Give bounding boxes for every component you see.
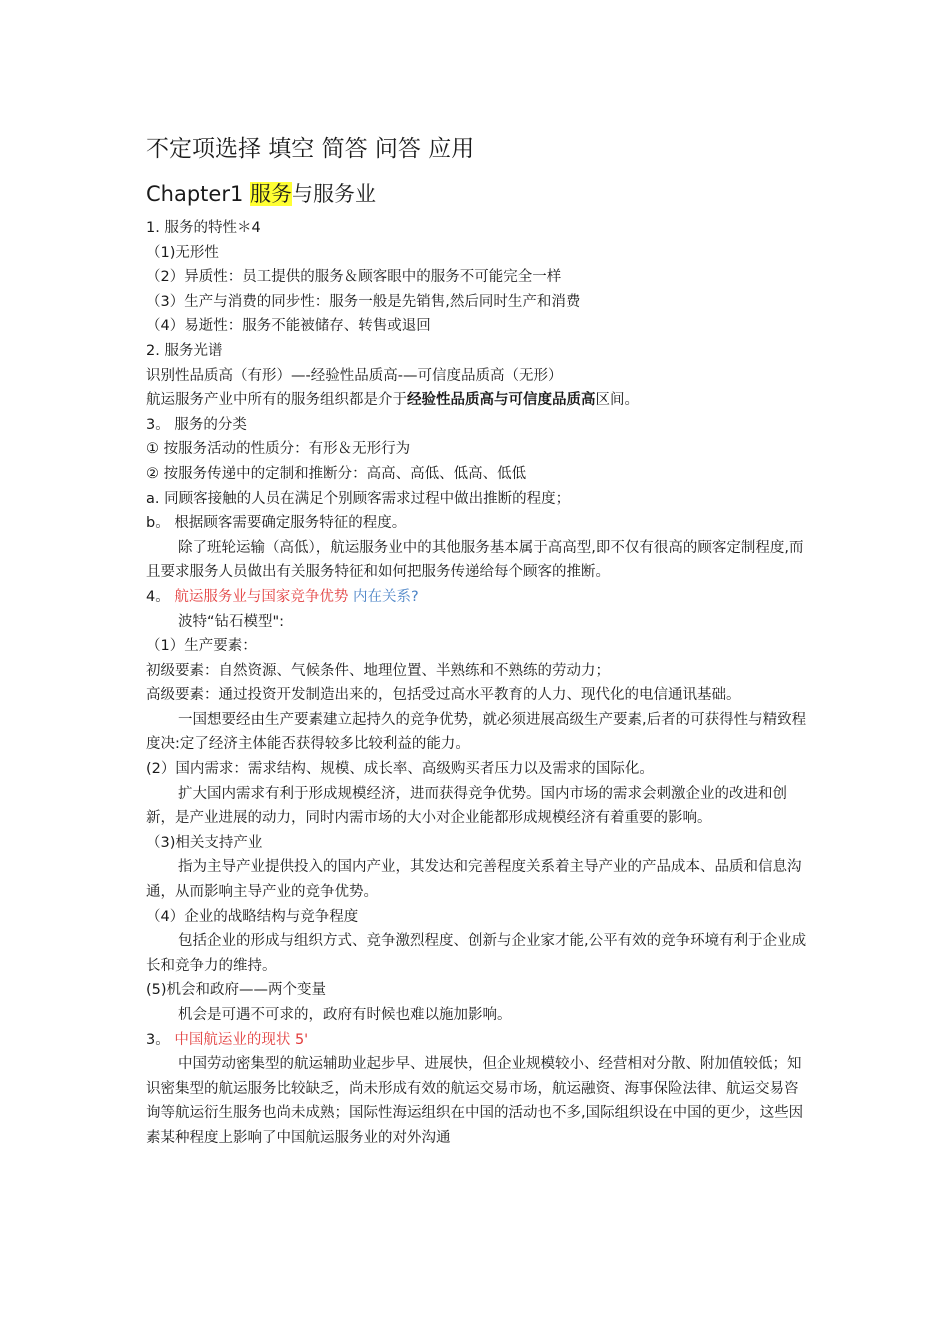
paragraph: 识别性品质高（有形）—-经验性品质高-—可信度品质高（无形） (146, 367, 563, 384)
section-number: 4。 (146, 588, 175, 605)
page-title: 不定项选择 填空 简答 问答 应用 (146, 136, 475, 162)
list-item: （3)相关支持产业 (146, 834, 263, 851)
section-heading-3: 3。 服务的分类 (146, 416, 247, 433)
list-item: ① 按服务活动的性质分：有形＆无形行为 (146, 441, 411, 458)
paragraph: 高级要素：通过投资开发制造出来的，包括受过高水平教育的人力、现代化的电信通讯基础。 (146, 687, 741, 704)
paragraph: 机会是可遇不可求的，政府有时候也难以施加影响。 (178, 1007, 512, 1023)
paragraph: 中国劳动密集型的航运辅助业起步早、进展快，但企业规模较小、经营相对分散、附加值较低；知识密集型的航运服务比较缺乏，尚未形成有效的航运交易市场，航运融资、海事保险法律、航运交易咨询等航运衍生服务也尚未成熟；国际性海运组织在中国的活动也不多,国际组织设在中国的更少，这些因素某种程度上影响了中国航运服务业的对外沟通 (146, 1056, 804, 1146)
section-heading-2: 2. 服务光谱 (146, 342, 223, 359)
section-heading-4 (146, 585, 810, 610)
red-heading-text: 航运服务业与国家竞争优势 (174, 588, 349, 605)
paragraph: 波特“钻石模型": (178, 613, 285, 630)
section-number: 3。 (146, 1031, 175, 1048)
list-item: （4）易逝性：服务不能被储存、转售或退回 (146, 318, 431, 335)
paragraph: 初级要素：自然资源、气候条件、地理位置、半熟练和不熟练的劳动力； (146, 662, 610, 679)
list-item: b。 根据顾客需要确定服务特征的程度。 (146, 515, 407, 532)
paragraph: 一国想要经由生产要素建立起持久的竞争优势，就必须进展高级生产要素,后者的可获得性与精致程度决:定了经济主体能否获得较多比较利益的能力。 (146, 711, 807, 753)
text-run: 区间。 (595, 392, 639, 409)
list-item: a. 同顾客接触的人员在满足个别顾客需求过程中做出推断的程度； (146, 490, 571, 507)
section-heading-5 (146, 1028, 810, 1053)
chapter-prefix: Chapter1 (146, 182, 250, 206)
list-item: (2）国内需求：需求结构、规模、成长率、高级购买者压力以及需求的国际化。 (146, 761, 654, 778)
paragraph: 除了班轮运输（高低），航运服务业中的其他服务基本属于高高型,即不仅有很高的顾客定制程度,而且要求服务人员做出有关服务特征和如何把服务传递给每个顾客的推断。 (146, 539, 804, 581)
list-item: ② 按服务传递中的定制和推断分：高高、高低、低高、低低 (146, 465, 527, 482)
paragraph: 指为主导产业提供投入的国内产业，其发达和完善程度关系着主导产业的产品成本、品质和信息沟通，从而影响主导产业的竞争优势。 (146, 859, 802, 901)
red-heading-text: 中国航运业的现状 5' (174, 1031, 309, 1048)
paragraph (146, 388, 810, 413)
list-item: （3）生产与消费的同步性：服务一般是先销售,然后同时生产和消费 (146, 293, 581, 310)
paragraph: 扩大国内需求有利于形成规模经济，进而获得竞争优势。国内市场的需求会刺激企业的改进和创新，是产业进展的动力，同时内需市场的大小对企业能都形成规模经济有着重要的影响。 (146, 785, 787, 827)
list-item: （4）企业的战略结构与竞争程度 (146, 908, 359, 925)
list-item: （2）异质性：员工提供的服务＆顾客眼中的服务不可能完全一样 (146, 269, 562, 286)
chapter-heading (146, 180, 810, 208)
chapter-highlight: 服务 (250, 182, 292, 206)
blue-heading-text: 内在关系? (348, 588, 419, 605)
document-body (146, 134, 810, 1151)
list-item: （1）生产要素： (146, 638, 257, 655)
list-item: （1)无形性 (146, 244, 219, 261)
list-item: (5)机会和政府——两个变量 (146, 982, 327, 999)
paragraph: 包括企业的形成与组织方式、竞争激烈程度、创新与企业家才能,公平有效的竞争环境有利于企业成长和竞争力的维持。 (146, 933, 807, 974)
bold-text: 经验性品质高与可信度品质高 (407, 392, 596, 409)
chapter-suffix: 与服务业 (292, 182, 376, 206)
text-run: 航运服务产业中所有的服务组织都是介于 (146, 392, 407, 409)
section-heading-1: 1. 服务的特性＊4 (146, 220, 261, 236)
